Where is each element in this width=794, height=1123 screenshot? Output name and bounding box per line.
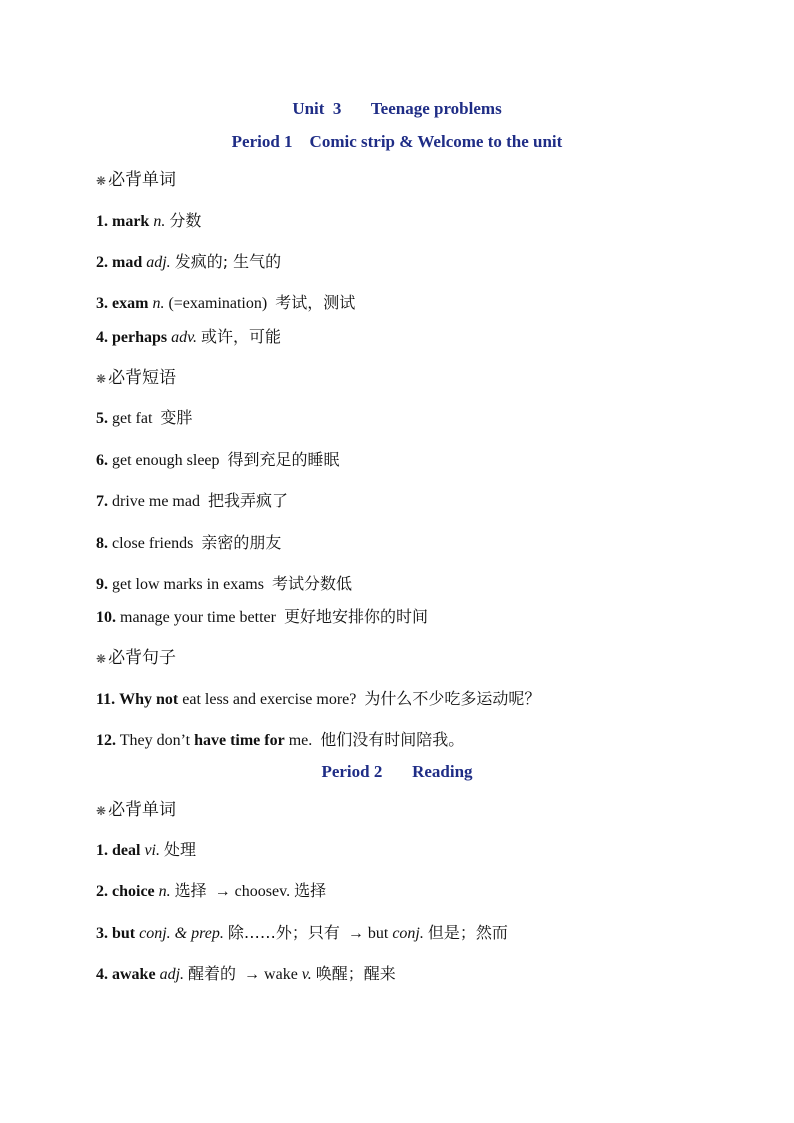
section-heading-words-1: ❋ 必背单词 <box>96 170 177 190</box>
unit-title: Unit 3 Teenage problems <box>292 99 502 118</box>
phrase-item: 9. get low marks in exams 考试分数低 <box>96 574 352 593</box>
vocab-item: 1. deal vi. 处理 <box>96 840 197 859</box>
arrow-icon: → <box>214 883 231 900</box>
section-heading-words-2: ❋ 必背单词 <box>96 800 177 820</box>
vocab-item: 4. awake adj. 醒着的 → wake v. 唤醒；醒来 <box>96 964 396 983</box>
section-mark-icon: ❋ <box>96 804 107 818</box>
period-1-title: Period 1 Comic strip & Welcome to the unit <box>231 132 563 151</box>
vocab-item: 2. mad adj. 发疯的; 生气的 <box>96 252 282 271</box>
arrow-icon: → <box>244 966 261 983</box>
period-2-title: Period 2 Reading <box>321 762 473 781</box>
phrase-item: 8. close friends 亲密的朋友 <box>96 533 282 552</box>
phrase-item: 7. drive me mad 把我弄疯了 <box>96 491 288 510</box>
sentence-item: 12. They don’t have time for me. 他们没有时间陪我。 <box>96 730 465 749</box>
phrase-item: 10. manage your time better 更好地安排你的时间 <box>96 607 428 626</box>
section-mark-icon: ❋ <box>96 372 107 386</box>
section-mark-icon: ❋ <box>96 652 107 666</box>
vocab-item: 3. exam n. (=examination) 考试，测试 <box>96 293 356 312</box>
arrow-icon: → <box>347 925 364 942</box>
sentence-item: 11. Why not eat less and exercise more? 为什么不少吃多运动呢？ <box>96 689 541 708</box>
vocab-item: 1. mark n. 分数 <box>96 211 202 230</box>
section-mark-icon: ❋ <box>96 174 107 188</box>
vocab-item: 3. but conj. & prep. 除……外；只有 → but conj. 但是；然而 <box>96 923 508 942</box>
vocab-item: 4. perhaps adv. 或许，可能 <box>96 327 282 346</box>
vocab-item: 2. choice n. 选择 → choosev. 选择 <box>96 881 327 900</box>
phrase-item: 6. get enough sleep 得到充足的睡眠 <box>96 450 340 469</box>
section-heading-sentences-1: ❋ 必背句子 <box>96 648 177 668</box>
phrase-item: 5. get fat 变胖 <box>96 408 193 427</box>
section-heading-phrases-1: ❋ 必背短语 <box>96 368 177 388</box>
